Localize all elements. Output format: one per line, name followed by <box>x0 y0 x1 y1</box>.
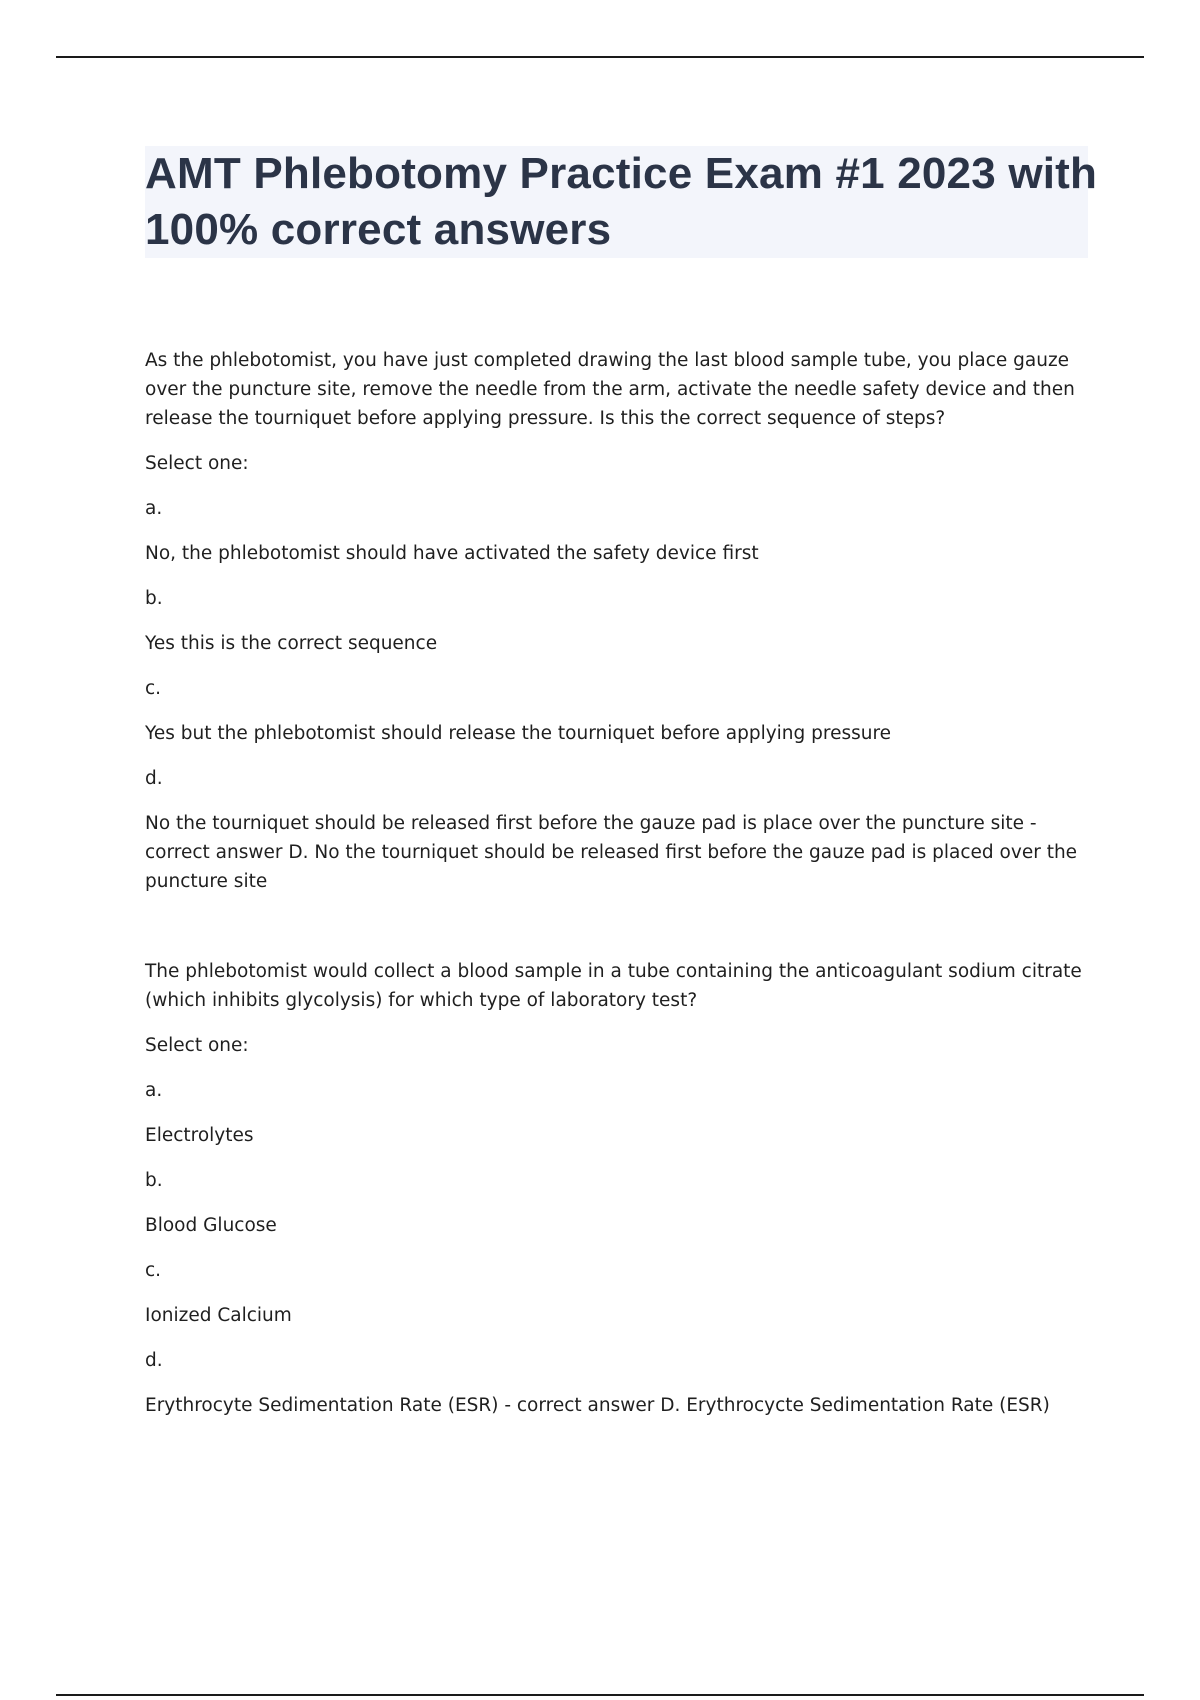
option-text: Yes this is the correct sequence <box>145 633 438 654</box>
question-1 <box>145 346 1095 896</box>
select-one-label: Select one: <box>145 453 249 474</box>
option-letter: c. <box>145 1260 162 1281</box>
option-letter: b. <box>145 588 163 609</box>
top-rule <box>56 56 1144 58</box>
option-letter: a. <box>145 498 163 519</box>
select-one-label: Select one: <box>145 1035 249 1056</box>
option-text: Yes but the phlebotomist should release the tourniquet before applying pressure <box>145 723 892 744</box>
question-2 <box>145 957 1095 1420</box>
option-text: Blood Glucose <box>145 1215 277 1236</box>
option-letter: c. <box>145 678 162 699</box>
option-letter: b. <box>145 1170 163 1191</box>
page-title: AMT Phlebotomy Practice Exam #1 2023 with 100% correct answers <box>145 149 1098 254</box>
option-text: Electrolytes <box>145 1125 254 1146</box>
option-letter: d. <box>145 1350 163 1371</box>
option-text-with-answer: Erythrocyte Sedimentation Rate (ESR) - correct answer D. Erythrocycte Sedimentation Rate (ESR) <box>145 1395 1050 1416</box>
option-text: No, the phlebotomist should have activated the safety device first <box>145 543 759 564</box>
bottom-rule <box>56 1694 1144 1696</box>
option-text: Ionized Calcium <box>145 1305 292 1326</box>
question-prompt: As the phlebotomist, you have just completed drawing the last blood sample tube, you place gauze over the puncture site, remove the needle from the arm, activate the needle safety device and then release the tourniquet before applying pressure. Is this the correct sequence of steps? <box>145 350 1075 429</box>
option-text-with-answer: No the tourniquet should be released first before the gauze pad is place over the puncture site - correct answer D. No the tourniquet should be released first before the gauze pad is placed over the puncture site <box>145 813 1078 892</box>
option-letter: a. <box>145 1080 163 1101</box>
option-letter: d. <box>145 768 163 789</box>
exam-content <box>145 346 1095 1436</box>
question-prompt: The phlebotomist would collect a blood sample in a tube containing the anticoagulant sodium citrate (which inhibits glycolysis) for which type of laboratory test? <box>145 961 1082 1011</box>
